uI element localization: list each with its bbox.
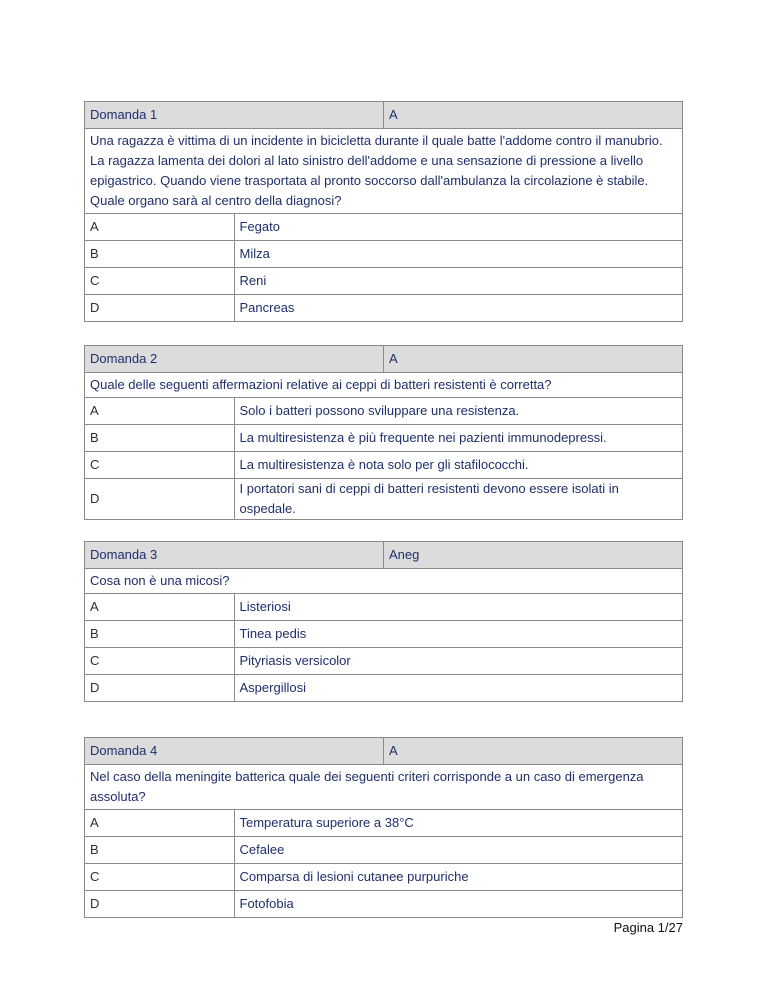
option-letter: A [85,810,235,837]
option-letter: A [85,594,235,621]
option-text: Temperatura superiore a 38°C [234,810,683,837]
option-text: La multiresistenza è più frequente nei pazienti immunodepressi. [234,425,683,452]
option-row [85,891,683,918]
page-number: Pagina 1/27 [613,920,683,935]
option-letter: B [85,241,235,268]
option-row [85,648,683,675]
option-text: Fegato [234,214,683,241]
option-row [85,398,683,425]
option-row [85,214,683,241]
option-text: Milza [234,241,683,268]
question-table-1 [84,101,683,322]
option-text: I portatori sani di ceppi di batteri resistenti devono essere isolati in ospedale. [234,479,683,520]
option-text: Reni [234,268,683,295]
option-row [85,425,683,452]
option-row [85,675,683,702]
question-header [85,102,683,129]
option-letter: C [85,648,235,675]
option-letter: A [85,398,235,425]
option-row [85,594,683,621]
option-row [85,864,683,891]
option-row [85,241,683,268]
question-number: Domanda 3 [85,542,384,569]
question-table-2 [84,345,683,520]
question-text: Cosa non è una micosi? [85,569,683,594]
option-text: Solo i batteri possono sviluppare una resistenza. [234,398,683,425]
question-answer-key: Aneg [384,542,683,569]
option-text: Pityriasis versicolor [234,648,683,675]
question-answer-key: A [384,346,683,373]
question-header [85,542,683,569]
option-letter: D [85,675,235,702]
question-text: Quale delle seguenti affermazioni relative ai ceppi di batteri resistenti è corretta? [85,373,683,398]
question-number: Domanda 4 [85,738,384,765]
question-table-4 [84,737,683,918]
option-row [85,621,683,648]
option-text: Comparsa di lesioni cutanee purpuriche [234,864,683,891]
option-text: Tinea pedis [234,621,683,648]
option-letter: D [85,295,235,322]
option-letter: D [85,479,235,520]
option-row [85,810,683,837]
option-letter: B [85,837,235,864]
option-letter: C [85,268,235,295]
option-row [85,268,683,295]
question-answer-key: A [384,102,683,129]
option-text: Cefalee [234,837,683,864]
question-number: Domanda 1 [85,102,384,129]
option-letter: B [85,425,235,452]
question-header [85,346,683,373]
option-text: Pancreas [234,295,683,322]
option-row [85,295,683,322]
option-letter: B [85,621,235,648]
option-letter: C [85,452,235,479]
question-table-3 [84,541,683,702]
question-number: Domanda 2 [85,346,384,373]
option-letter: D [85,891,235,918]
option-text: Aspergillosi [234,675,683,702]
question-header [85,738,683,765]
option-letter: A [85,214,235,241]
option-text: La multiresistenza è nota solo per gli stafilococchi. [234,452,683,479]
option-letter: C [85,864,235,891]
question-answer-key: A [384,738,683,765]
question-text: Nel caso della meningite batterica quale dei seguenti criteri corrisponde a un caso di emergenza assoluta? [85,765,683,810]
option-row [85,837,683,864]
option-text: Listeriosi [234,594,683,621]
option-row [85,479,683,520]
question-text: Una ragazza è vittima di un incidente in bicicletta durante il quale batte l'addome contro il manubrio. La ragazza lamenta dei dolori al lato sinistro dell'addome e una sensazione di pressione a livello epigastrico. Quando viene trasportata al pronto soccorso dall'ambulanza la circolazione è stabile. Quale organo sarà al centro della diagnosi? [85,129,683,214]
option-text: Fotofobia [234,891,683,918]
option-row [85,452,683,479]
